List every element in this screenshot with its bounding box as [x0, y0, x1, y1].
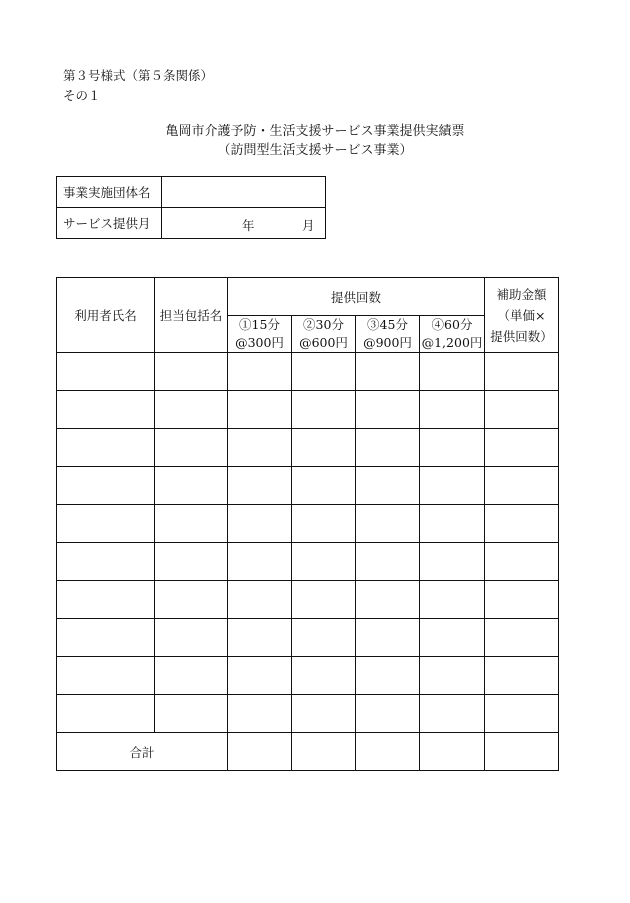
- duration-label: ①15分: [239, 317, 280, 332]
- table-row: [57, 353, 559, 391]
- form-sub-number: その１: [63, 88, 101, 103]
- header-staff: 担当包括名: [155, 278, 228, 353]
- year-unit: 年: [242, 218, 255, 233]
- table-cell[interactable]: [228, 353, 292, 391]
- header-60min: [420, 316, 485, 353]
- header-provided-count: 提供回数: [228, 278, 485, 316]
- table-row: [57, 467, 559, 505]
- price-label: @600円: [299, 335, 348, 350]
- month-label: サービス提供月: [57, 208, 162, 239]
- org-value-field[interactable]: [162, 177, 326, 208]
- month-unit: 月: [302, 218, 315, 233]
- price-label: @300円: [235, 335, 284, 350]
- table-cell[interactable]: [356, 695, 420, 733]
- table-row: [57, 695, 559, 733]
- table-row: [57, 429, 559, 467]
- table-row: [57, 543, 559, 581]
- table-cell[interactable]: [228, 391, 292, 429]
- table-cell[interactable]: [228, 543, 292, 581]
- table-cell[interactable]: [485, 353, 559, 391]
- header-subsidy-line2: （単価×: [497, 307, 546, 323]
- table-cell[interactable]: [420, 467, 485, 505]
- table-cell[interactable]: [420, 429, 485, 467]
- table-cell[interactable]: [420, 581, 485, 619]
- total-cell[interactable]: [420, 733, 485, 771]
- header-30min: [292, 316, 356, 353]
- table-cell[interactable]: [485, 467, 559, 505]
- table-cell[interactable]: [292, 657, 356, 695]
- table-cell[interactable]: [228, 429, 292, 467]
- info-table: [56, 176, 326, 239]
- table-cell[interactable]: [155, 467, 228, 505]
- table-cell[interactable]: [57, 543, 155, 581]
- table-cell[interactable]: [228, 695, 292, 733]
- table-cell[interactable]: [485, 429, 559, 467]
- org-row: [57, 177, 326, 208]
- table-cell[interactable]: [155, 429, 228, 467]
- table-cell[interactable]: [228, 581, 292, 619]
- total-row: [57, 733, 559, 771]
- header-15min: [228, 316, 292, 353]
- table-cell[interactable]: [155, 543, 228, 581]
- table-cell[interactable]: [292, 429, 356, 467]
- table-cell[interactable]: [420, 657, 485, 695]
- duration-label: ②30分: [303, 317, 344, 332]
- table-cell[interactable]: [155, 353, 228, 391]
- table-cell[interactable]: [57, 391, 155, 429]
- table-cell[interactable]: [228, 619, 292, 657]
- header-subsidy-line3: 提供回数）: [490, 328, 553, 344]
- table-cell[interactable]: [420, 695, 485, 733]
- table-cell[interactable]: [485, 391, 559, 429]
- table-cell[interactable]: [356, 543, 420, 581]
- table-cell[interactable]: [292, 467, 356, 505]
- table-row: [57, 581, 559, 619]
- table-cell[interactable]: [57, 467, 155, 505]
- table-row: [57, 619, 559, 657]
- table-cell[interactable]: [292, 695, 356, 733]
- records-body: [57, 353, 559, 733]
- table-cell[interactable]: [155, 619, 228, 657]
- table-cell[interactable]: [155, 505, 228, 543]
- table-cell[interactable]: [57, 619, 155, 657]
- table-cell[interactable]: [57, 429, 155, 467]
- form-subtitle: （訪問型生活支援サービス事業）: [217, 143, 413, 158]
- org-label: 事業実施団体名: [57, 177, 162, 208]
- total-cell[interactable]: [485, 733, 559, 771]
- table-cell[interactable]: [485, 619, 559, 657]
- table-cell[interactable]: [485, 543, 559, 581]
- table-cell[interactable]: [292, 391, 356, 429]
- form-number: 第３号様式（第５条関係）: [63, 68, 214, 83]
- month-row: [57, 208, 326, 239]
- table-cell[interactable]: [155, 657, 228, 695]
- table-cell[interactable]: [356, 657, 420, 695]
- total-cell[interactable]: [228, 733, 292, 771]
- table-cell[interactable]: [292, 353, 356, 391]
- table-cell[interactable]: [420, 505, 485, 543]
- header-subsidy-line1: 補助金額: [496, 286, 547, 302]
- table-cell[interactable]: [356, 505, 420, 543]
- table-cell[interactable]: [356, 429, 420, 467]
- total-label: 合計: [57, 733, 228, 771]
- table-cell[interactable]: [420, 391, 485, 429]
- table-cell[interactable]: [356, 467, 420, 505]
- header-subsidy: [485, 278, 559, 353]
- table-row: [57, 391, 559, 429]
- table-cell[interactable]: [485, 657, 559, 695]
- table-cell[interactable]: [155, 695, 228, 733]
- table-cell[interactable]: [228, 657, 292, 695]
- table-cell[interactable]: [485, 505, 559, 543]
- table-cell[interactable]: [292, 543, 356, 581]
- month-value-field[interactable]: [162, 208, 326, 239]
- table-cell[interactable]: [57, 581, 155, 619]
- table-cell[interactable]: [155, 391, 228, 429]
- table-cell[interactable]: [228, 467, 292, 505]
- table-cell[interactable]: [356, 581, 420, 619]
- table-cell[interactable]: [356, 391, 420, 429]
- table-cell[interactable]: [57, 695, 155, 733]
- total-cell[interactable]: [356, 733, 420, 771]
- duration-label: ③45分: [367, 317, 408, 332]
- form-title: 亀岡市介護予防・生活支援サービス事業提供実績票: [165, 124, 465, 139]
- table-cell[interactable]: [57, 505, 155, 543]
- records-table: [56, 277, 559, 771]
- table-cell[interactable]: [57, 353, 155, 391]
- table-cell[interactable]: [485, 695, 559, 733]
- total-cell[interactable]: [292, 733, 356, 771]
- table-cell[interactable]: [57, 657, 155, 695]
- header-45min: [356, 316, 420, 353]
- table-row: [57, 505, 559, 543]
- table-cell[interactable]: [356, 353, 420, 391]
- table-row: [57, 657, 559, 695]
- table-cell[interactable]: [485, 581, 559, 619]
- table-cell[interactable]: [420, 353, 485, 391]
- table-cell[interactable]: [292, 619, 356, 657]
- table-cell[interactable]: [292, 505, 356, 543]
- table-cell[interactable]: [356, 619, 420, 657]
- table-cell[interactable]: [420, 543, 485, 581]
- duration-label: ④60分: [431, 317, 473, 332]
- table-cell[interactable]: [420, 619, 485, 657]
- table-cell[interactable]: [155, 581, 228, 619]
- price-label: @1,200円: [421, 335, 483, 350]
- table-cell[interactable]: [228, 505, 292, 543]
- price-label: @900円: [363, 335, 412, 350]
- header-user-name: 利用者氏名: [57, 278, 155, 353]
- table-cell[interactable]: [292, 581, 356, 619]
